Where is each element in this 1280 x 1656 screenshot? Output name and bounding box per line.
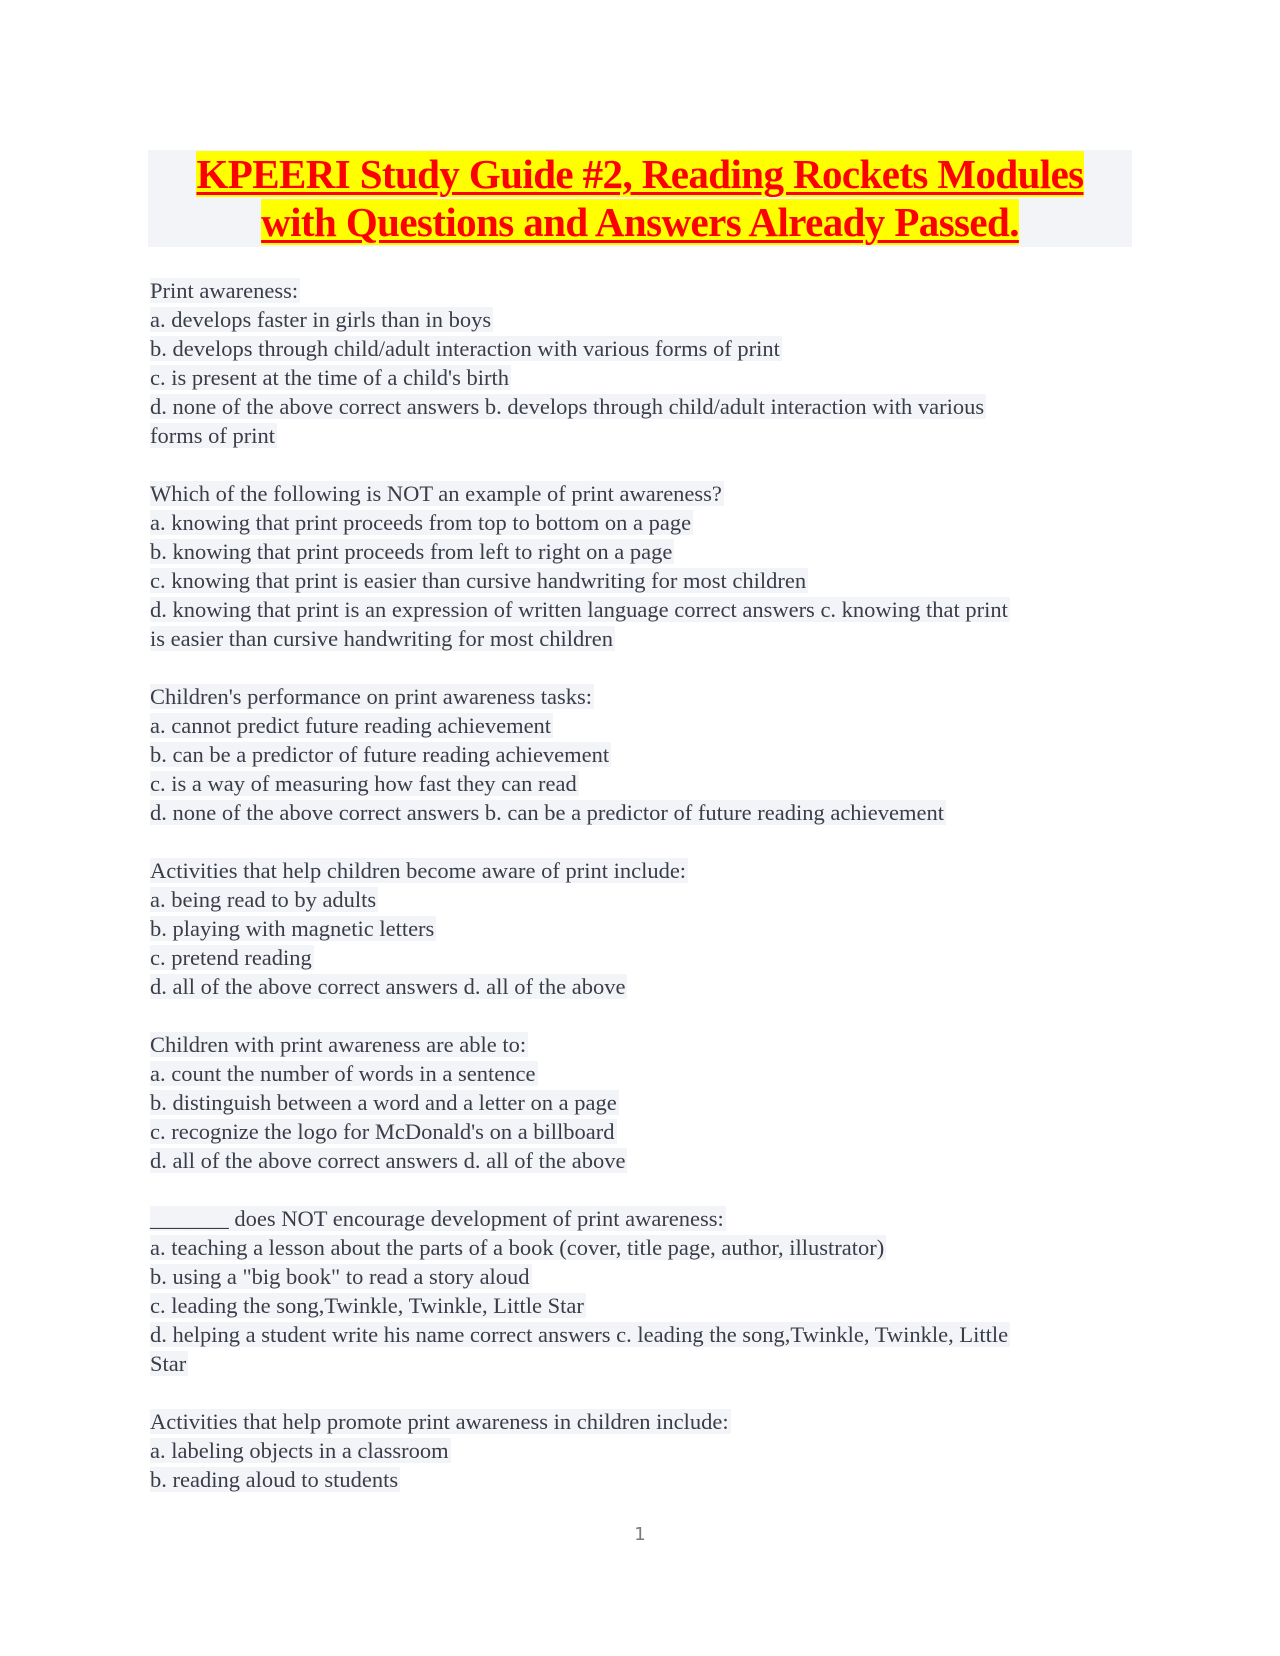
answer-option [150, 595, 1130, 624]
answer-option [150, 1117, 1130, 1146]
answer-option [150, 305, 1130, 334]
question-text [150, 1030, 1130, 1059]
answer-option [150, 943, 1130, 972]
line-text: Activities that help children become aware of print include: [150, 858, 687, 883]
line-text: c. pretend reading [150, 945, 312, 970]
line-text: a. being read to by adults [150, 887, 377, 912]
line-text: _______ does NOT encourage development of print awareness: [150, 1206, 724, 1231]
question-text [150, 856, 1130, 885]
answer-option [150, 1436, 1130, 1465]
line-text: c. knowing that print is easier than cursive handwriting for most children [150, 568, 807, 593]
question-block [150, 1204, 1130, 1378]
line-text: b. develops through child/adult interaction with various forms of print [150, 336, 780, 361]
line-text: Activities that help promote print awareness in children include: [150, 1409, 729, 1434]
line-text: Print awareness: [150, 278, 299, 303]
line-text: a. knowing that print proceeds from top to bottom on a page [150, 510, 692, 535]
title-line-2: with Questions and Answers Already Passed. [261, 199, 1019, 245]
line-text: is easier than cursive handwriting for most children [150, 626, 613, 651]
answer-option [150, 1262, 1130, 1291]
line-text: c. is a way of measuring how fast they can read [150, 771, 577, 796]
line-text: c. is present at the time of a child's birth [150, 365, 509, 390]
line-text: b. distinguish between a word and a letter on a page [150, 1090, 617, 1115]
answer-option [150, 566, 1130, 595]
question-block [150, 856, 1130, 1001]
line-text: d. all of the above correct answers d. all of the above [150, 1148, 626, 1173]
line-text: a. teaching a lesson about the parts of a book (cover, title page, author, illustrator) [150, 1235, 885, 1260]
answer-option [150, 334, 1130, 363]
answer-option [150, 914, 1130, 943]
answer-option [150, 1320, 1130, 1349]
answer-option [150, 1059, 1130, 1088]
answer-option [150, 537, 1130, 566]
title-line-1: KPEERI Study Guide #2, Reading Rockets Modules [196, 151, 1084, 197]
line-text: c. leading the song,Twinkle, Twinkle, Little Star [150, 1293, 584, 1318]
page-number: 1 [634, 1524, 646, 1545]
answer-option [150, 392, 1130, 421]
question-text [150, 1204, 1130, 1233]
question-text [150, 479, 1130, 508]
question-block [150, 479, 1130, 653]
line-text: b. reading aloud to students [150, 1467, 399, 1492]
question-text [150, 276, 1130, 305]
answer-option [150, 421, 1130, 450]
answer-option [150, 1291, 1130, 1320]
line-text: d. helping a student write his name correct answers c. leading the song,Twinkle, Twinkle, Little [150, 1322, 1009, 1347]
answer-option [150, 1146, 1130, 1175]
answer-option [150, 624, 1130, 653]
line-text: b. playing with magnetic letters [150, 916, 435, 941]
question-list [150, 276, 1130, 1523]
document-title [148, 150, 1132, 247]
line-text: a. develops faster in girls than in boys [150, 307, 492, 332]
line-text: Which of the following is NOT an example of print awareness? [150, 481, 722, 506]
line-text: d. none of the above correct answers b. develops through child/adult interaction with various [150, 394, 985, 419]
answer-option [150, 711, 1130, 740]
line-text: d. none of the above correct answers b. can be a predictor of future reading achievement [150, 800, 945, 825]
answer-option [150, 1233, 1130, 1262]
answer-option [150, 1349, 1130, 1378]
question-block [150, 682, 1130, 827]
line-text: a. count the number of words in a sentence [150, 1061, 536, 1086]
line-text: d. knowing that print is an expression of written language correct answers c. knowing that print [150, 597, 1008, 622]
line-text: a. cannot predict future reading achievement [150, 713, 552, 738]
line-text: Children's performance on print awareness tasks: [150, 684, 593, 709]
answer-option [150, 885, 1130, 914]
answer-option [150, 798, 1130, 827]
line-text: c. recognize the logo for McDonald's on a billboard [150, 1119, 615, 1144]
question-text [150, 682, 1130, 711]
answer-option [150, 363, 1130, 392]
answer-option [150, 972, 1130, 1001]
answer-option [150, 1088, 1130, 1117]
line-text: b. can be a predictor of future reading achievement [150, 742, 610, 767]
line-text: forms of print [150, 423, 275, 448]
answer-option [150, 740, 1130, 769]
line-text: Children with print awareness are able to: [150, 1032, 527, 1057]
question-block [150, 1030, 1130, 1175]
line-text: a. labeling objects in a classroom [150, 1438, 449, 1463]
question-text [150, 1407, 1130, 1436]
question-block [150, 276, 1130, 450]
line-text: b. using a "big book" to read a story aloud [150, 1264, 530, 1289]
line-text: Star [150, 1351, 187, 1376]
line-text: d. all of the above correct answers d. all of the above [150, 974, 626, 999]
answer-option [150, 769, 1130, 798]
answer-option [150, 1465, 1130, 1494]
line-text: b. knowing that print proceeds from left to right on a page [150, 539, 673, 564]
question-block [150, 1407, 1130, 1494]
answer-option [150, 508, 1130, 537]
